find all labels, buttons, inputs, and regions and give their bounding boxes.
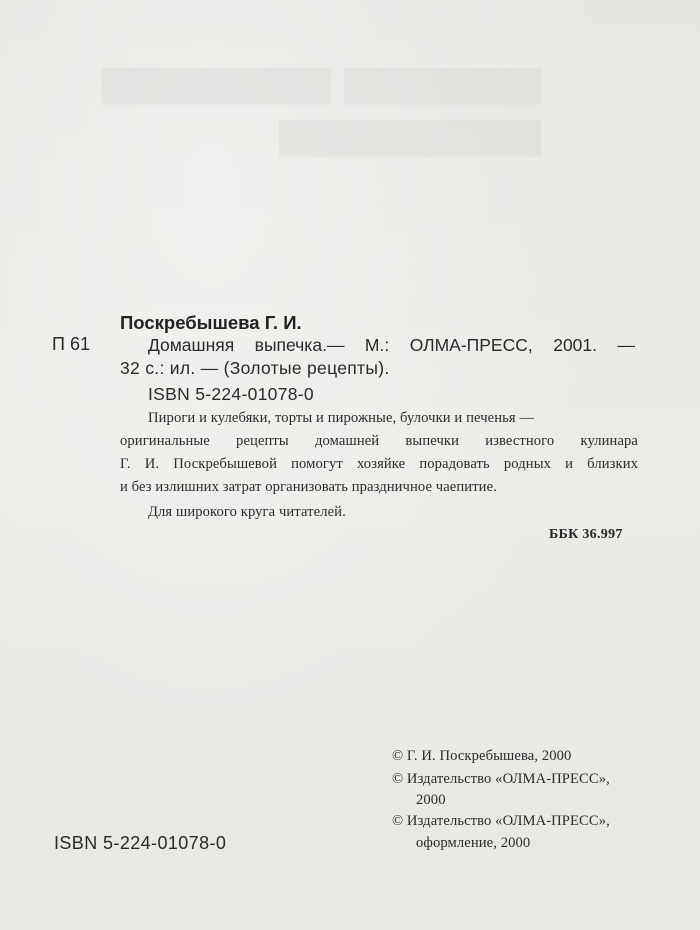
copyright-publisher: © Издательство «ОЛМА-ПРЕСС», xyxy=(392,771,610,787)
catalog-code: П 61 xyxy=(52,334,90,354)
annotation-line-1: Пироги и кулебяки, торты и пирожные, булочки и печенья — xyxy=(148,410,535,426)
catalog-title-line: Домашняя выпечка.— М.: ОЛМА-ПРЕСС, 2001. — xyxy=(148,335,635,355)
copyright-publisher-year: 2000 xyxy=(416,792,446,808)
audience-note: Для широкого круга читателей. xyxy=(148,504,346,520)
copyright-design-year: оформление, 2000 xyxy=(416,835,531,851)
copyright-author: © Г. И. Поскребышева, 2000 xyxy=(392,748,572,764)
page-show-through: ▆▆▆▆▆▆ ▆▆▆▆▆▆▆ ▆▆▆▆▆▆▆▆ xyxy=(100,59,540,155)
catalog-author: Поскребышева Г. И. xyxy=(120,312,302,333)
annotation-line-2: оригинальные рецепты домашней выпечки известного кулинара xyxy=(120,433,638,449)
isbn-bottom: ISBN 5-224-01078-0 xyxy=(54,833,227,853)
catalog-pages-line: 32 с.: ил. — (Золотые рецепты). xyxy=(120,358,390,378)
annotation-line-3: Г. И. Поскребышевой помогут хозяйке порадовать родных и близких xyxy=(120,456,638,472)
bbk-code: ББК 36.997 xyxy=(549,527,623,542)
annotation-line-4: и без излишних затрат организовать праздничное чаепитие. xyxy=(120,479,497,495)
copyright-design: © Издательство «ОЛМА-ПРЕСС», xyxy=(392,813,610,829)
catalog-isbn: ISBN 5-224-01078-0 xyxy=(148,384,314,404)
